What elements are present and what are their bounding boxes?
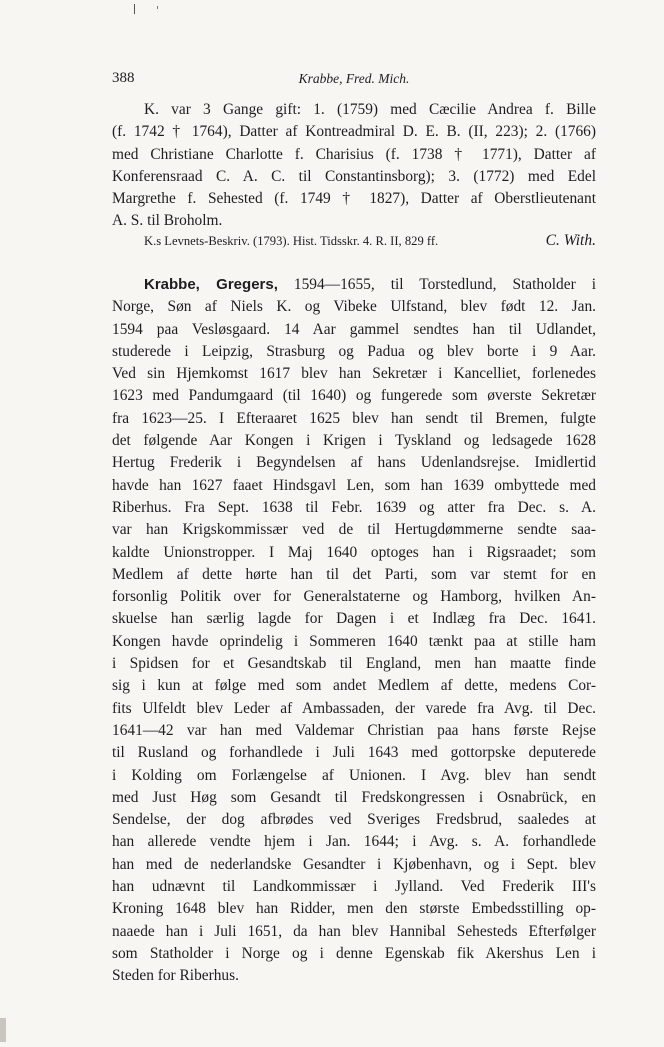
paragraph-line: Ved sin Hjemkomst 1617 blev han Sekretær i Kancelliet, forlenedes [112,365,596,383]
paragraph-line: Norge, Søn af Niels K. og Vibeke Ulfstand, blev født 12. Jan. [112,298,596,316]
paragraph-line [112,274,596,296]
paragraph-line: K. var 3 Gange gift: 1. (1759) med Cæcilie Andrea f. Bille [144,101,596,118]
paragraph-line: han allerede vendte hjem i Jan. 1644; i Avg. s. A. forhandlede [112,833,596,851]
paragraph-line: Riberhus. Fra Sept. 1638 til Febr. 1639 og atter fra Dec. s. A. [112,498,596,516]
paragraph-line: fits Ulfeldt blev Leder af Ambassaden, der varede fra Avg. til Dec. [112,699,596,717]
paragraph-line: Sendelse, der dog afbrødes ved Sveriges Fredsbrud, saaledes at [112,811,596,829]
entry-paragraph-krabbe-fred [112,99,596,233]
paragraph-line: han udnævnt til Landkommissær i Jylland. Ved Frederik III's [112,878,596,896]
paragraph-line: sig i kun at følge med som andet Medlem af dette, medens Cor- [112,677,596,695]
source-line [112,232,596,254]
source-references: K.s Levnets-Beskriv. (1793). Hist. Tidsskr. 4. R. II, 829 ff. [144,234,439,248]
paragraph-line: som Statholder i Norge og i denne Egenskab fik Akershus Len i [112,944,596,962]
paragraph-line: var han Krigskommissær ved de til Hertugdømmerne sendte saa- [112,521,596,539]
paragraph-line: Medlem af dette hørte han til det Parti, som var stemt for en [112,565,596,583]
running-head: Krabbe, Fred. Mich. [298,71,410,86]
paragraph-line: til Rusland og forhandlede i Juli 1643 med gottorpske deputerede [112,744,596,762]
entry-heading-name: Krabbe, Gregers, [144,276,278,293]
paragraph-line: Konferensraad C. A. C. til Constantinsborg); 3. (1772) med Edel [112,167,596,185]
paragraph-line: 1623 med Pandumgaard (til 1640) og fungerede som øverste Sekretær [112,387,596,405]
paragraph-line: i Spidsen for et Gesandtskab til England, men han maatte finde [112,655,596,673]
paragraph-line: fra 1623—25. I Efteraaret 1625 blev han sendt til Bremen, fulgte [112,409,596,427]
paragraph-line: 1594 paa Vesløsgaard. 14 Aar gammel sendtes han til Udlandet, [112,320,596,338]
paragraph-line: Hertug Frederik i Begyndelsen af hans Udenlandsrejse. Imidlertid [112,454,596,472]
scan-mark [157,6,158,9]
paragraph-line: Kongen havde oprindelig i Sommeren 1640 tænkt paa at stille ham [112,632,596,650]
entry-paragraph-krabbe-gregers [112,274,596,988]
paragraph-line: Kroning 1648 blev han Ridder, men den største Embedsstilling op- [112,900,596,918]
paragraph-line: med Just Høg som Gesandt til Fredskongressen i Osnabrück, en [112,788,596,806]
paragraph-line: Margrethe f. Sehested (f. 1749 † 1827), Datter af Oberstlieutenant [112,190,596,208]
paragraph-line: i Kolding om Forlængelse af Unionen. I Avg. blev han sendt [112,766,596,784]
paragraph-line: kaldte Unionstropper. I Maj 1640 optoges han i Rigsraadet; som [112,543,596,561]
paragraph-line: havde han 1627 faaet Hindsgavl Len, som han 1639 ombyttede med [112,476,596,494]
paragraph-line: (f. 1742 † 1764), Datter af Kontreadmiral D. E. B. (II, 223); 2. (1766) [112,123,596,141]
heading-line-rest: 1594—1655, til Torstedlund, Statholder i [277,276,596,293]
paragraph-line: han med de nederlandske Gesandter i Kjøbenhavn, og i Sept. blev [112,855,596,873]
paragraph-line: forsonlig Politik over for Generalstaterne og Hamborg, hvilken An- [112,588,596,606]
page-number: 388 [112,70,135,86]
paragraph-line: A. S. til Broholm. [112,212,223,230]
paragraph-line: Steden for Riberhus. [112,967,239,985]
paragraph-line: naaede han i Juli 1651, da han blev Hannibal Sehesteds Efterfølger [112,922,596,940]
paragraph-line: det følgende Aar Kongen i Krigen i Tyskland og ledsagede 1628 [112,432,596,450]
page-header [112,70,596,92]
paragraph-line: skuelse han særlig lagde for Dagen i et Indlæg fra Dec. 1641. [112,610,596,628]
paragraph-line: med Christiane Charlotte f. Charisius (f. 1738 † 1771), Datter af [112,145,596,163]
scan-mark [134,4,135,14]
paragraph-line: studerede i Leipzig, Strasburg og Padua og blev borte i 9 Aar. [112,342,596,360]
scan-edge [0,1018,6,1042]
author-signature: C. With. [545,232,596,249]
paragraph-line: 1641—42 var han med Valdemar Christian paa hans første Rejse [112,721,596,739]
